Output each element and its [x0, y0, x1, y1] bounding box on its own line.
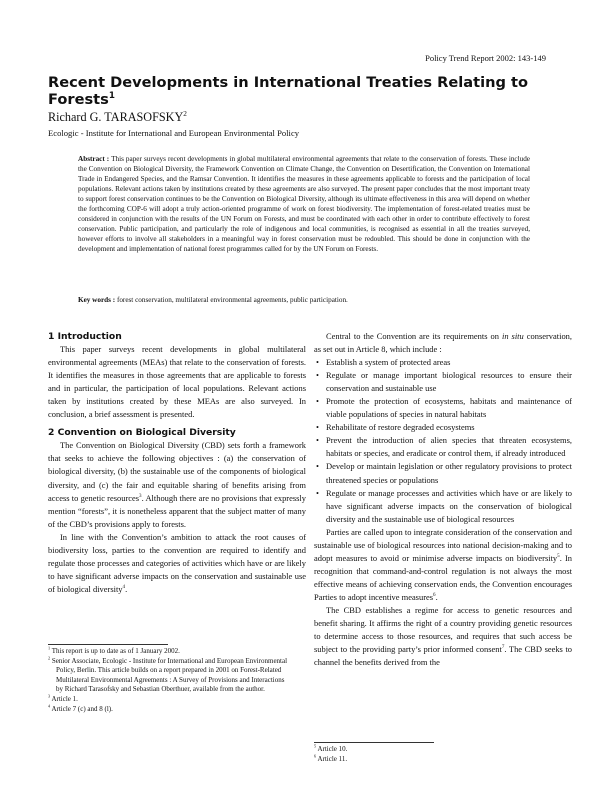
abstract-text: This paper surveys recent developments in global multilateral environmental agreements that relate to the conservation of forests. These include the Convention on Biological Diversity, the Framework Convention on Climate Change, the Convention on Desertification, the Convention on International Trade in Endangered Species, and the Ramsar Convention. It identifies the measures in these agreements applicable to forests and the participation of local populations. Relevant actions taken by institutions created by these agreements are also surveyed. The present paper concludes that the most important treaty to support forest conservation continues to be the Convention on Biological Diversity, although its ultimate effectiveness in this area will depend on whether the forthcoming COP-6 will adopt a truly action-oriented programme of work on forest biodiversity. The implementation of forest-related treaties must be considered in conjunction with the results of the UN Forum on Forests, and must be coordinated with each other in order to contribute effectively to forest conservation. Public participation, and particularly the role of indigenous and local communities, is recognised as essential in all the treaties surveyed, however efforts to involve all stakeholders in a meaningful way in forest conservation must be redoubled. This should be done in conjunction with the development and implementation of national forest programmes called for by the UN Forum on Forests.	[78, 155, 530, 254]
footnote-text: Article 10.	[317, 745, 348, 753]
footnote-mark-4: 4	[122, 584, 126, 591]
author-text: Richard G. TARASOFSKY	[48, 110, 184, 124]
footnote-number: 3	[48, 693, 51, 699]
footnotes-right	[314, 742, 554, 764]
running-head: Policy Trend Report 2002: 143-149	[425, 53, 546, 63]
footnote-number: 6	[314, 753, 317, 759]
footnote-number: 5	[314, 743, 317, 749]
title-text: Recent Developments in International Treaties Relating to Forests	[48, 74, 529, 108]
author-footnote-mark: 2	[183, 108, 187, 118]
footnote-mark-7: 7	[501, 644, 505, 651]
cbd-paragraph-1	[48, 439, 306, 530]
cbd-paragraph-2: In line with the Convention’s ambition to attack the root causes of biodiversity loss, parties to the convention are required to identify and regulate those processes and categories of activities which have or are likely to have significant adverse impacts on the conservation and sustainable use of biological diversity$^4$.	[48, 531, 306, 594]
footnote-mark-3: 3	[139, 492, 142, 499]
integration-tail: . In recognition that command-and-control regulation is not always the most effective means of achieving conservation ends, the Convention encourages Parties to adopt incentive measures	[314, 552, 572, 602]
footnote-text: Article 7 (c) and 8 (l).	[51, 704, 113, 713]
title-footnote-mark: 1	[108, 91, 115, 102]
list-item: • Rehabilitate of restore degraded ecosystems	[314, 421, 572, 434]
cbd-paragraph-1-text: The Convention on Biological Diversity (CBD) sets forth a framework that seeks to achieve the following objectives : (a) the conservation of biological diversity, (b) the sustainable use of the components of biological diversity, and (c) the fair and equitable sharing of benefits arising from access to genetic resources	[48, 440, 306, 503]
section-heading-introduction: 1 Introduction	[48, 331, 122, 342]
footnote-4	[48, 705, 288, 715]
footnote-number: 2	[48, 655, 51, 661]
section-heading-cbd: 2 Convention on Biological Diversity	[48, 427, 236, 439]
access-paragraph	[314, 604, 572, 669]
keywords-text: forest conservation, multilateral environmental agreements, public participation.	[116, 296, 348, 304]
footnote-text: Senior Associate, Ecologic - Institute for International and European Environmental Policy, Berlin. This article builds on a report prepared in 2001 on Forest-Related Multilateral Environmental Agreements : A Survey of Provisions and Interactions by Richard Tarasofsky and Sebastian Oberthuer, available from the author.	[51, 656, 288, 694]
right-column	[314, 330, 572, 669]
list-item: • Promote the protection of ecosystems, habitats and maintenance of viable populations of species in natural habitats	[314, 395, 572, 421]
article8-intro	[314, 330, 572, 356]
list-item: • Prevent the introduction of alien species that threaten ecosystems, habitats or species, and eradicate or control them, if already introduced	[314, 434, 572, 460]
footnote-5	[314, 745, 554, 755]
abstract	[78, 154, 530, 254]
article8-intro-tail: conservation, as set out in Article 8, which include :	[314, 331, 572, 355]
footnote-1	[48, 647, 288, 657]
footnote-text: Article 11.	[317, 754, 348, 763]
in-situ-term: in situ	[501, 331, 524, 341]
intro-paragraph: This paper surveys recent developments in global multilateral environmental agreements (MEAs) that relate to the conservation of forests. It identifies the measures in those agreements that are applicable to forests and in particular, the participation of local populations. Relevant actions taken by institutions created by these MEAs are also surveyed. In conclusion, a brief assessment is presented.	[48, 344, 306, 420]
access-text: The CBD establishes a regime for access to genetic resources and benefit sharing. It affirms the right of a country providing genetic resources to determine access to those resources, and requires that such access be subject to the providing party’s prior informed consent	[314, 604, 572, 655]
footnote-6	[314, 755, 554, 765]
footnote-text: Article 1.	[51, 694, 78, 703]
list-item: • Develop or maintain legislation or other regulatory provisions to protect threatened species or populations	[314, 460, 572, 486]
integration-paragraph: Parties are called upon to integrate consideration of the conservation and sustainable use of biological resources into national decision-making and to adopt measures to avoid or minimise adverse impacts on biodiversity$^5$. In recognition that command-and-control regulation is not always the most effective means of achieving conservation ends, the Convention encourages Parties to adopt incentive measures$^6$.	[314, 526, 572, 602]
footnotes-left	[48, 644, 288, 714]
cbd-paragraph-1-tail: . Although there are no provisions that expressly mention “forests”, it is nonetheless apparent that the subject matter of many of the CBD’s provisions apply to forests.	[48, 492, 306, 529]
list-item: • Establish a system of protected areas	[314, 356, 572, 369]
cbd-paragraph-2-text: In line with the Convention’s ambition to attack the root causes of biodiversity loss, parties to the convention are required to identify and regulate those processes and categories of activities which have or are likely to have significant adverse impacts on the conservation and sustainable use of biological diversity	[48, 531, 306, 594]
footnote-mark-6: 6	[433, 592, 436, 599]
list-item: • Regulate or manage processes and activities which have or are likely to have significant adverse impacts on the conservation of biological diversity and the sustainable use of biological resources	[314, 487, 572, 526]
left-column	[48, 330, 306, 596]
access-tail: . The CBD seeks to channel the benefits derived from the	[314, 644, 573, 668]
footnote-number: 4	[48, 703, 51, 709]
footnote-divider	[48, 644, 168, 645]
abstract-label: Abstract :	[78, 155, 110, 163]
keywords	[78, 296, 530, 304]
list-item: • Regulate or manage important biological resources to ensure their conservation and sustainable use	[314, 369, 572, 395]
footnote-divider	[314, 742, 434, 743]
footnote-2	[48, 657, 288, 695]
author-name	[48, 110, 187, 125]
footnote-mark-5: 5	[557, 552, 560, 559]
keywords-label: Key words :	[78, 296, 116, 304]
footnote-number: 1	[48, 645, 51, 651]
footnote-text: This report is up to date as of 1 January 2002.	[51, 647, 180, 655]
paper-title	[48, 74, 558, 108]
article8-intro-text: Central to the Convention are its requirements on	[326, 331, 499, 341]
affiliation: Ecologic - Institute for International and European Environmental Policy	[48, 128, 300, 138]
article8-bullet-list	[314, 356, 572, 526]
footnote-3	[48, 695, 288, 705]
integration-text: Parties are called upon to integrate consideration of the conservation and sustainable use of biological resources into national decision-making and to adopt measures to avoid or minimise adverse impacts on biodiversity	[314, 526, 572, 563]
